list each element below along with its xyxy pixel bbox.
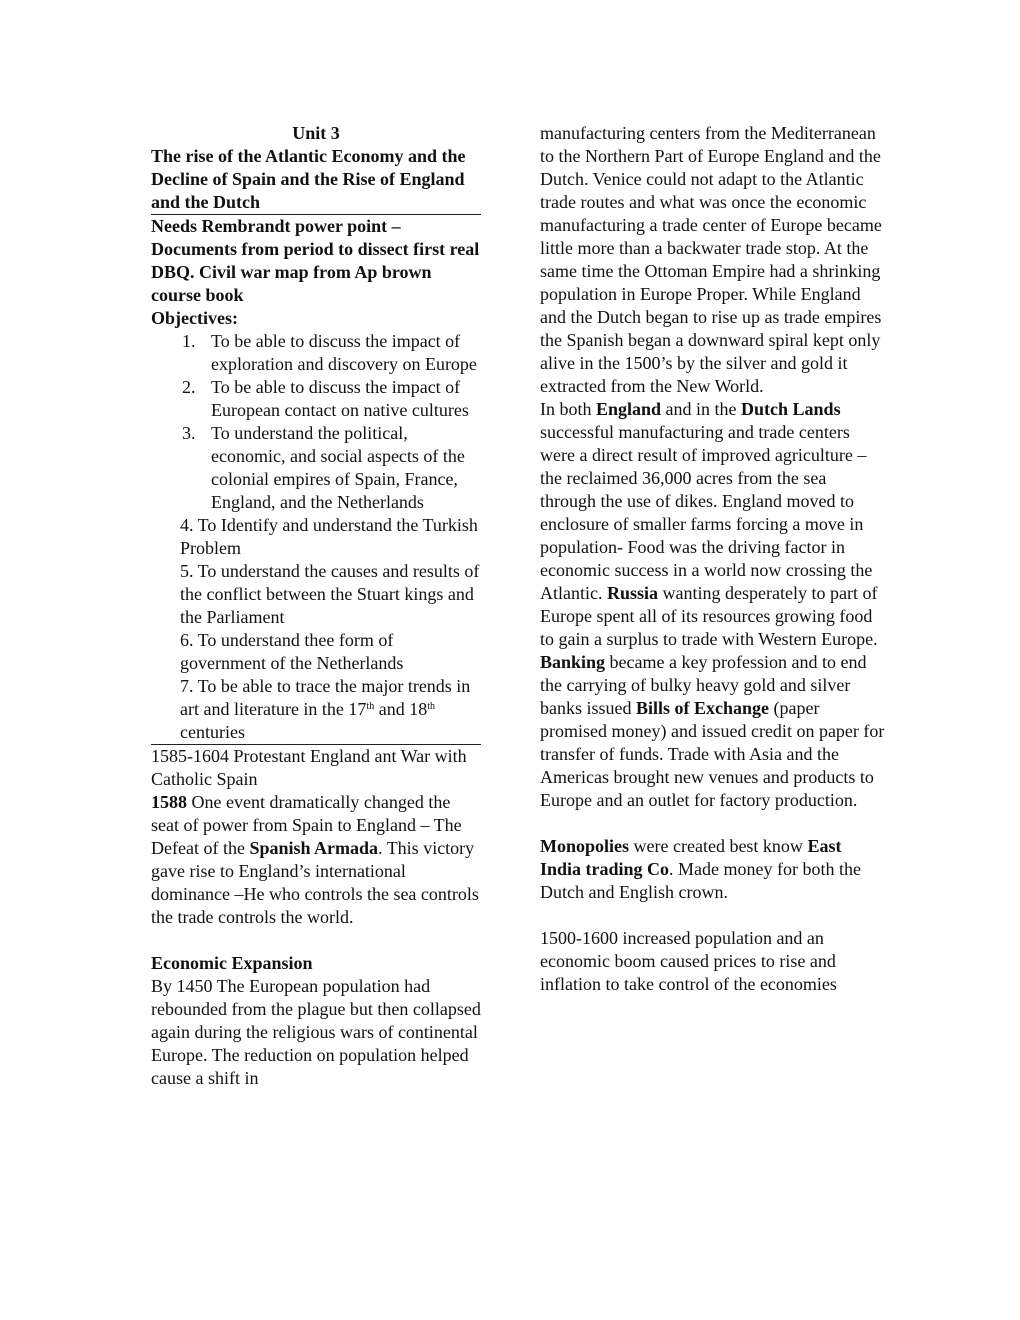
list-item: 7. To be able to trace the major trends in art and literature in the 17th and 18th centuries bbox=[151, 675, 481, 745]
page-title: The rise of the Atlantic Economy and the Decline of Spain and the Rise of England and the Dutch bbox=[151, 145, 481, 215]
objectives-heading: Objectives: bbox=[151, 308, 238, 328]
armada-paragraph: 1588 One event dramatically changed the seat of power from Spain to England – The Defeat of the Spanish Armada. This victory gave rise to England’s international dominance –He who controls the sea controls the trade controls the world. bbox=[151, 792, 479, 927]
inflation-paragraph: 1500-1600 increased population and an economic boom caused prices to rise and inflation to take control of the economies bbox=[540, 928, 837, 994]
monopolies-paragraph: Monopolies were created best know East India trading Co. Made money for both the Dutch and English crown. bbox=[540, 836, 861, 902]
left-column bbox=[151, 122, 481, 1090]
list-item: 5. To understand the causes and results of the conflict between the Stuart kings and the Parliament bbox=[180, 561, 480, 627]
list-item: 6. To understand thee form of government of the Netherlands bbox=[180, 630, 404, 673]
list-item: 3. To understand the political, economic, and social aspects of the colonial empires of Spain, France, England, and the Netherlands bbox=[182, 423, 465, 512]
economic-expansion-paragraph: By 1450 The European population had rebounded from the plague but then collapsed again during the religious wars of continental Europe. The reduction on population helped cause a shift in bbox=[151, 976, 481, 1088]
economic-expansion-heading: Economic Expansion bbox=[151, 953, 313, 973]
unit-label: Unit 3 bbox=[292, 123, 340, 143]
list-item: 2. To be able to discuss the impact of European contact on native cultures bbox=[182, 377, 469, 420]
war-line: 1585-1604 Protestant England ant War with Catholic Spain bbox=[151, 746, 467, 789]
manufacturing-paragraph: manufacturing centers from the Mediterranean to the Northern Part of Europe England and the Dutch. Venice could not adapt to the Atlantic trade routes and what was once the economic manufacturing a trade center of Europe became little more than a backwater trade stop. At the same time the Ottoman Empire had a shrinking population in Europe Proper. While England and the Dutch began to rise up as trade empires the Spanish began a downward spiral kept only alive in the 1500’s by the silver and gold it extracted from the New World. bbox=[540, 123, 882, 396]
right-column bbox=[540, 122, 885, 996]
teacher-notes: Needs Rembrandt power point – Documents from period to dissect first real DBQ. Civil war map from Ap brown course book bbox=[151, 216, 480, 305]
list-item: 1. To be able to discuss the impact of exploration and discovery on Europe bbox=[182, 331, 477, 374]
objectives-numbered-list bbox=[151, 330, 481, 514]
banking-paragraph: Banking became a key profession and to end the carrying of bulky heavy gold and silver banks issued Bills of Exchange (paper promised money) and issued credit on paper for transfer of funds. Trade with Asia and the Americas brought new venues and products to Europe and an outlet for factory production. bbox=[540, 652, 885, 810]
agriculture-paragraph: In both England and in the Dutch Lands successful manufacturing and trade centers were a direct result of improved agriculture – the reclaimed 36,000 acres from the sea through the use of dikes. England moved to enclosure of smaller farms forcing a move in population- Food was the driving factor in economic success in a world now crossing the Atlantic. Russia wanting desperately to part of Europe spent all of its resources growing food to gain a surplus to trade with Western Europe. bbox=[540, 399, 878, 649]
list-item: 4. To Identify and understand the Turkish Problem bbox=[180, 515, 478, 558]
objectives-plain-list bbox=[151, 514, 481, 745]
